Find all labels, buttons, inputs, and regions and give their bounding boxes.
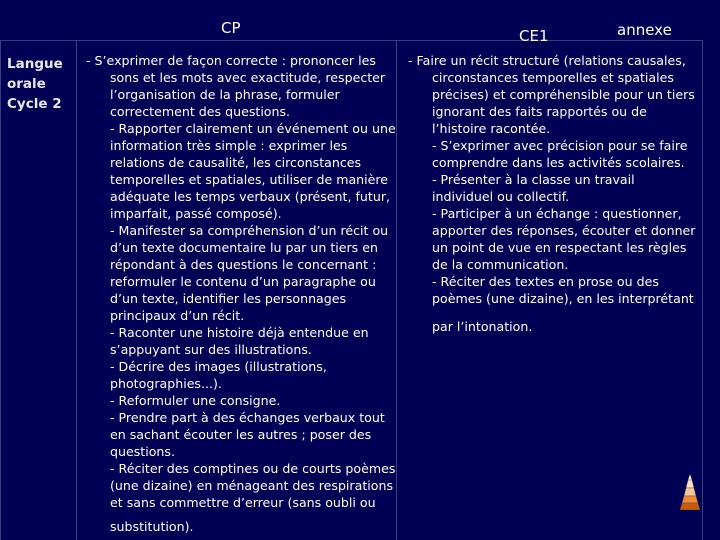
- cp-line: substitution).: [110, 519, 194, 534]
- cp-line: répondant à des questions le concernant :: [110, 257, 377, 272]
- cp-line: - Reformuler une consigne.: [110, 393, 281, 408]
- cp-line: - Manifester sa compréhension d’un récit ou: [110, 223, 389, 238]
- pyramid-layer-3: [682, 496, 698, 503]
- cp-line: reformuler le contenu d’un paragraphe ou: [110, 274, 376, 289]
- cp-line: - S’exprimer de façon correcte : prononcer les: [86, 53, 376, 68]
- ce1-line: - Présenter à la classe un travail: [432, 172, 635, 187]
- ce1-line: circonstances temporelles et spatiales: [432, 70, 674, 85]
- ce1-line: ignorant des faits rapportés ou de: [432, 104, 647, 119]
- table-left-border: [0, 40, 1, 540]
- cp-column: [86, 52, 396, 511]
- cp-line: - Réciter des comptines ou de courts poèmes: [110, 461, 396, 476]
- pyramid-layer-2: [684, 488, 696, 496]
- cp-line: - Décrire des images (illustrations,: [110, 359, 327, 374]
- ce1-line: individuel ou collectif.: [432, 189, 570, 204]
- cp-line: et sans commettre d’erreur (sans oubli ou: [110, 495, 376, 510]
- cp-line: information très simple : exprimer les: [110, 138, 348, 153]
- ce1-last-line: [432, 318, 532, 335]
- cp-line: sons et les mots avec exactitude, respecter: [110, 70, 386, 85]
- cp-line: d’un texte documentaire lu par un tiers en: [110, 240, 378, 255]
- cp-line: adéquate les temps verbaux (présent, futur,: [110, 189, 391, 204]
- ce1-line: - Réciter des textes en prose ou des: [432, 274, 659, 289]
- cp-line: temporelles et spatiales, utiliser de manière: [110, 172, 389, 187]
- cp-line: - Prendre part à des échanges verbaux tout: [110, 410, 385, 425]
- ce1-line: - Faire un récit structuré (relations causales,: [408, 53, 686, 68]
- cp-line: photographies...).: [110, 376, 222, 391]
- ce1-line: comprendre dans les activités scolaires.: [432, 155, 685, 170]
- cp-line: - Rapporter clairement un événement ou une: [110, 121, 396, 136]
- cp-line: l’organisation de la phrase, formuler: [110, 87, 340, 102]
- ce1-line: - Participer à un échange : questionner,: [432, 206, 682, 221]
- ce1-line: poèmes (une dizaine), en les interprétant: [432, 291, 694, 306]
- ce1-line: - S’exprimer avec précision pour se faire: [432, 138, 688, 153]
- cp-line: s’appuyant sur des illustrations.: [110, 342, 312, 357]
- header-cp: CP: [221, 19, 241, 37]
- cp-line: questions.: [110, 444, 175, 459]
- row-label-line-1: Langue: [7, 56, 63, 72]
- row-label: [7, 54, 63, 114]
- ce1-column: [408, 52, 700, 307]
- header-annexe: annexe: [617, 21, 672, 39]
- cp-line: - Raconter une histoire déjà entendue en: [110, 325, 369, 340]
- table-divider-1: [76, 40, 77, 540]
- header-ce1: CE1: [519, 27, 549, 45]
- pyramid-layer-4: [680, 503, 700, 510]
- ce1-line: par l’intonation.: [432, 319, 533, 334]
- cp-line: d’un texte, identifier les personnages: [110, 291, 347, 306]
- ce1-line: de la communication.: [432, 257, 569, 272]
- cp-line: principaux d’un récit.: [110, 308, 245, 323]
- cp-line: (une dizaine) en ménageant des respirations: [110, 478, 394, 493]
- ce1-line: apporter des réponses, écouter et donner: [432, 223, 696, 238]
- table-right-border: [702, 40, 703, 540]
- pyramid-tip: [688, 474, 692, 480]
- pyramid-layer-1: [686, 480, 694, 488]
- table-top-border: [0, 40, 703, 41]
- row-label-line-3: Cycle 2: [7, 96, 62, 112]
- cp-line: imparfait, passé composé).: [110, 206, 282, 221]
- cp-line: relations de causalité, les circonstances: [110, 155, 362, 170]
- cp-last-line: [110, 518, 194, 535]
- table-divider-2: [396, 40, 397, 540]
- ce1-line: l’histoire racontée.: [432, 121, 551, 136]
- row-label-line-2: orale: [7, 76, 46, 92]
- ce1-line: un point de vue en respectant les règles: [432, 240, 687, 255]
- cp-line: correctement des questions.: [110, 104, 291, 119]
- ce1-line: précises) et compréhensible pour un tiers: [432, 87, 695, 102]
- cp-line: en sachant écouter les autres ; poser des: [110, 427, 372, 442]
- pyramid-icon: [679, 474, 701, 510]
